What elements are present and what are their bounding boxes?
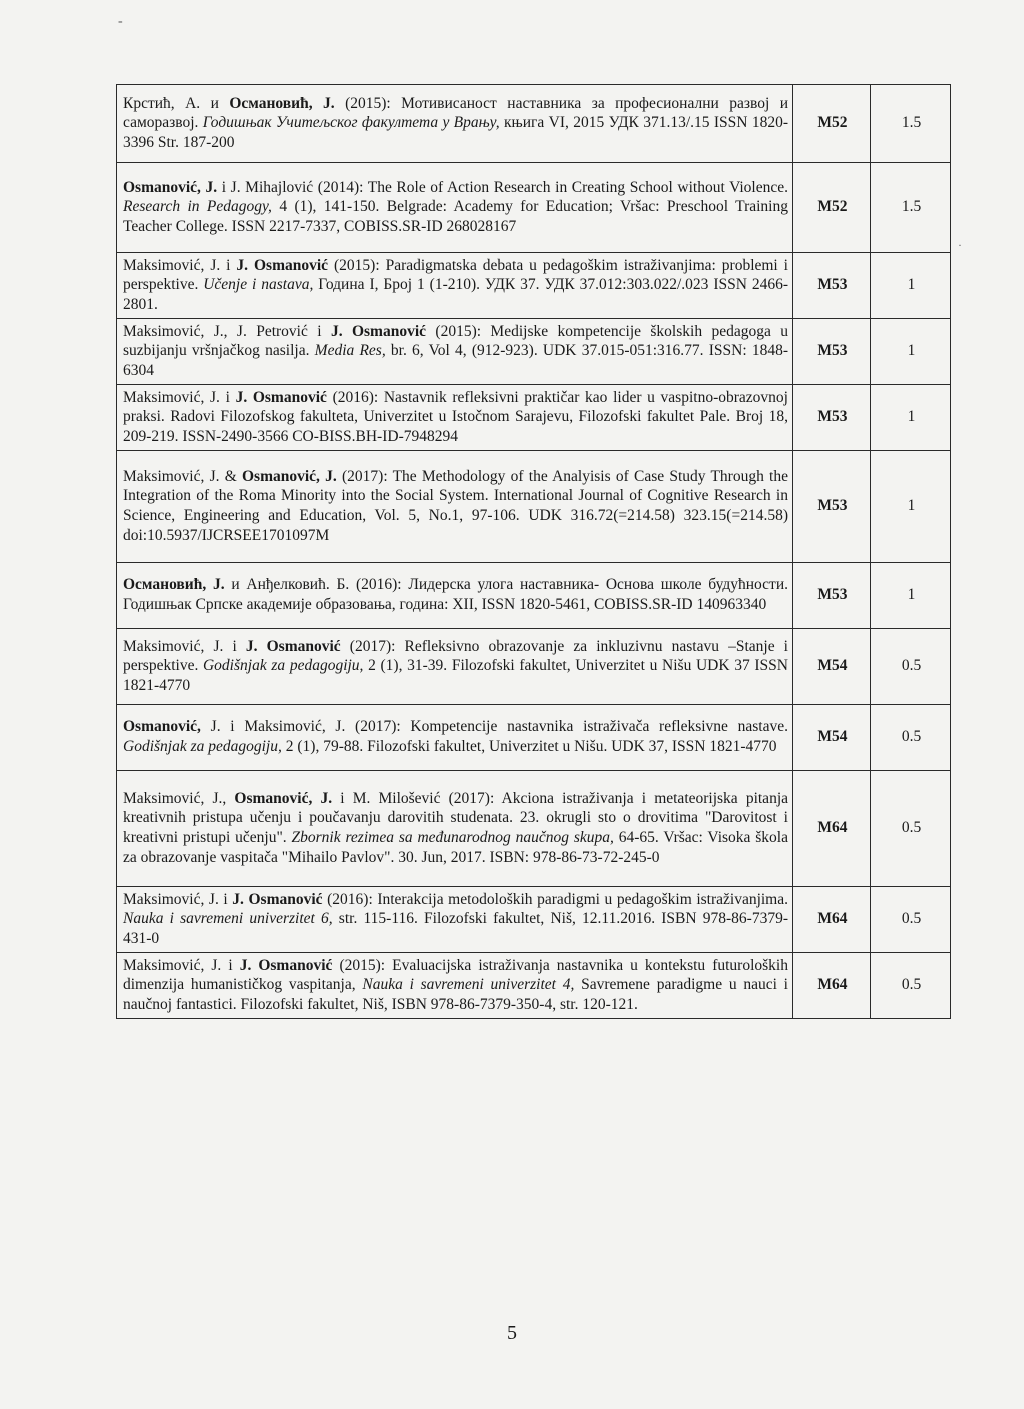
category-code: M53 (793, 451, 871, 563)
category-code: M64 (793, 771, 871, 887)
publication-title: Media Res, (314, 342, 386, 360)
reference-citation (117, 629, 793, 705)
table-row (117, 163, 951, 253)
points-value: 1.5 (871, 163, 951, 253)
points-value: 0.5 (871, 953, 951, 1019)
table-row (117, 451, 951, 563)
citation-text: Година I, Број 1 (1-210). УДК 37. УДК 37.012:303.022/.023 ISSN 2466-2801. (123, 276, 788, 313)
citation-text: 4 (1), 141-150. Belgrade: Academy for Education; Vršac: Preschool Training Teacher College. ISSN 2217-7337, COBISS.SR-ID 268028167 (123, 198, 788, 235)
author-name: J. Osmanović (330, 322, 427, 340)
table-row (117, 319, 951, 385)
citation-text: књига VI, 2015 УДК 371.13/.15 ISSN 1820-3396 Str. 187-200 (123, 114, 789, 151)
citation-text: (2017): Refleksivno obrazovanje za inkluzivnu nastavu –Stanje i perspektive. (123, 637, 788, 675)
points-value: 0.5 (871, 771, 951, 887)
citation-text: (2015): Мотивисаност наставника за професионални развој и саморазвој. (123, 94, 788, 132)
table-row (117, 771, 951, 887)
citation-text: (2015): Medijske kompetencije školskih pedagoga u suzbijanju vršnjačkog nasilja. (123, 322, 788, 360)
citation-text: Maksimović, J., J. Petrović i (123, 322, 331, 340)
publication-title: Godišnjak za pedagogiju, (202, 657, 364, 675)
reference-citation (117, 705, 793, 771)
citation-text: 2 (1), 31-39. Filozofski fakultet, Univerzitet u Nišu UDK 37 ISSN 1821-4770 (123, 657, 788, 694)
author-name: J. Osmanović (236, 256, 329, 274)
reference-citation (117, 85, 793, 163)
category-code: M53 (793, 385, 871, 451)
category-code: M64 (793, 953, 871, 1019)
citation-text: str. 115-116. Filozofski fakultet, Niš, 12.11.2016. ISBN 978-86-7379-431-0 (123, 910, 788, 947)
citation-text: и Анђелковић. Б. (2016): Лидерска улога наставника- Основа школе будућности. Годишњак Српске академије образовања, година: XII, ISSN 1820-5461, COBISS.SR-ID 140963340 (123, 576, 789, 613)
category-code: M53 (793, 319, 871, 385)
citation-text: 2 (1), 79-88. Filozofski fakultet, Univerzitet u Nišu. UDK 37, ISSN 1821-4770 (281, 738, 777, 755)
citation-text: Maksimović, J. i (123, 388, 236, 406)
citation-text: (2015): Paradigmatska debata u pedagoškim istraživanjima: problemi i perspektive. (123, 256, 788, 294)
author-name: Османовић, J. (123, 576, 225, 594)
author-name: J. Osmanović (239, 956, 333, 974)
points-value: 1 (871, 253, 951, 319)
reference-citation (117, 451, 793, 563)
citation-text: (2015): Evaluacijska istraživanja nastavnika u kontekstu futuroloških dimenzija humanističkog vaspitanja, (123, 956, 788, 994)
category-code: M54 (793, 705, 871, 771)
points-value: 1 (871, 385, 951, 451)
points-value: 1 (871, 319, 951, 385)
category-code: M53 (793, 563, 871, 629)
table-row (117, 953, 951, 1019)
author-name: J. Osmanović (235, 388, 327, 406)
points-value: 0.5 (871, 887, 951, 953)
author-name: Osmanović, (123, 718, 201, 736)
category-code: M54 (793, 629, 871, 705)
points-value: 0.5 (871, 629, 951, 705)
reference-citation (117, 887, 793, 953)
references-table (116, 84, 951, 1019)
author-name: Osmanović, J. (242, 467, 337, 485)
reference-citation (117, 253, 793, 319)
table-row (117, 385, 951, 451)
reference-citation (117, 771, 793, 887)
points-value: 0.5 (871, 705, 951, 771)
margin-dot: · (958, 238, 962, 252)
points-value: 1 (871, 563, 951, 629)
citation-text: (2016): Interakcija metodoloških paradigmi u pedagoškim istraživanjima. (322, 890, 788, 908)
category-code: M52 (793, 85, 871, 163)
reference-citation (117, 953, 793, 1019)
publication-title: Zbornik rezimea sa međunarodnog naučnog skupa, (291, 829, 614, 846)
citation-text: (2016): Nastavnik refleksivni praktičar kao lider u vaspitno-obrazovnoj praksi. Radovi Filozofskog fakulteta, Univerzitet u Istočnom Sarajevu, Filozofski fakultet Pale. Broj 18, 209-219. ISSN-2490-3566 CO-BISS.BH-ID-7948294 (123, 388, 788, 445)
category-code: M53 (793, 253, 871, 319)
page-mark: - (118, 14, 123, 29)
page-number: 5 (507, 1322, 517, 1344)
publication-title: Nauka i savremeni univerzitet 4, (362, 976, 575, 994)
table-row (117, 253, 951, 319)
citation-text: br. 6, Vol 4, (912-923). UDK 37.015-051:316.77. ISSN: 1848-6304 (123, 342, 788, 379)
citation-text: (2017): The Methodology of the Analyisis of Case Study Through the Integration of the Roma Minority into the Social System. International Journal of Cognitive Research in Science, Engineering and Education, Vol. 5, No.1, 97-106. UDK 316.72(=214.58) 323.15(=214.58) doi:10.5937/IJCRSEE1701097M (123, 467, 788, 544)
author-name: Osmanović, J. (234, 789, 333, 807)
citation-text: Maksimović, J. i (123, 256, 237, 274)
citation-text: Maksimović, J. i (123, 637, 246, 655)
publication-title: Nauka i savremeni univerzitet 6, (123, 910, 333, 928)
citation-text: Maksimović, J. i (123, 890, 233, 908)
citation-text: Maksimović, J. i (123, 956, 240, 974)
category-code: M52 (793, 163, 871, 253)
table-row (117, 85, 951, 163)
publication-title: Research in Pedagogy, (123, 198, 272, 216)
reference-citation (117, 163, 793, 253)
category-code: M64 (793, 887, 871, 953)
table-row (117, 887, 951, 953)
points-value: 1.5 (871, 85, 951, 163)
publication-title: Godišnjak za pedagogiju, (123, 738, 282, 755)
reference-citation (117, 385, 793, 451)
citation-text: Maksimović, J., (123, 789, 235, 807)
author-name: J. Osmanović (232, 890, 323, 908)
table-row (117, 629, 951, 705)
citation-text: Savremene paradigme u nauci i naučnoj fantastici. Filozofski fakultet, Niš, ISBN 978-86-7379-350-4, str. 120-121. (123, 976, 788, 1013)
citation-text: Maksimović, J. & (123, 467, 242, 485)
table-row (117, 705, 951, 771)
reference-citation (117, 563, 793, 629)
publication-title: Годишњак Учитељског факултета у Врању, (202, 114, 500, 132)
citation-text: i J. Mihajlović (2014): The Role of Action Research in Creating School without Violence. (217, 178, 788, 196)
citation-text: Крстић, А. и (123, 94, 230, 112)
reference-citation (117, 319, 793, 385)
author-name: Osmanović, J. (123, 178, 218, 196)
references-table-body (117, 85, 951, 1019)
points-value: 1 (871, 451, 951, 563)
table-row (117, 563, 951, 629)
citation-text: 64-65. Vršac: Visoka škola za obrazovanje vaspitača "Mihailo Pavlov". 30. Jun, 2017. ISBN: 978-86-73-72-245-0 (123, 829, 788, 866)
citation-text: J. i Maksimović, J. (2017): Kompetencije nastavnika istraživača refleksivne nastave. (200, 718, 788, 736)
author-name: J. Osmanović (245, 637, 341, 655)
author-name: Османовић, J. (229, 94, 335, 112)
citation-text: i M. Milošević (2017): Akciona istraživanja i metateorijska pitanja kreativnih pristupa učenju i poučavanju darovitih studenata. 23. okrugli sto o drovitima "Darovitost i kreativni pristupi učenju". (123, 789, 789, 846)
publication-title: Učenje i nastava, (203, 276, 314, 294)
